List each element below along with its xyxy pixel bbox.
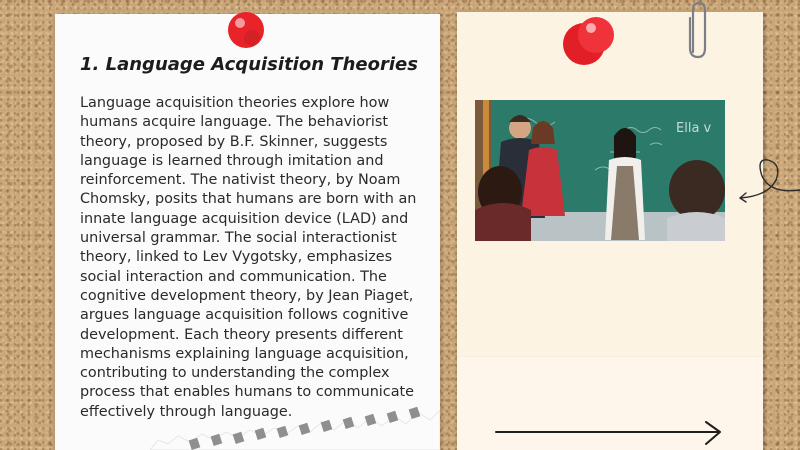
note-paper-left: [55, 14, 440, 450]
classroom-photo: [475, 100, 725, 241]
arrow-right-icon: [494, 420, 726, 446]
chalkboard-text: Ella v: [676, 121, 712, 136]
pushpin-icon: [560, 14, 622, 68]
torn-paper-strip: [150, 400, 440, 450]
note-body: Language acquisition theories explore how humans acquire language. The behaviorist theory, proposed by B.F. Skinner, suggests language is learned through imitation and reinforcement. The nativist theory, by Noam Chomsky, posits that humans are born with an innate language acquisition device (LAD) and universal grammar. The social interactionist theory, linked to Lev Vygotsky, emphasizes social interaction and communication. The cognitive development theory, by Jean Piaget, argues language acquisition follows cognitive development. Each theory presents different mechanisms explaining language acquisition, contributing to understanding the complex process that enables humans to communicate effectively through language.: [80, 95, 417, 420]
paper-clip-icon: [684, 0, 712, 62]
note-title: 1. Language Acquisition Theories: [80, 54, 418, 75]
loop-doodle-icon: [738, 150, 800, 210]
pushpin-icon: [226, 10, 270, 54]
